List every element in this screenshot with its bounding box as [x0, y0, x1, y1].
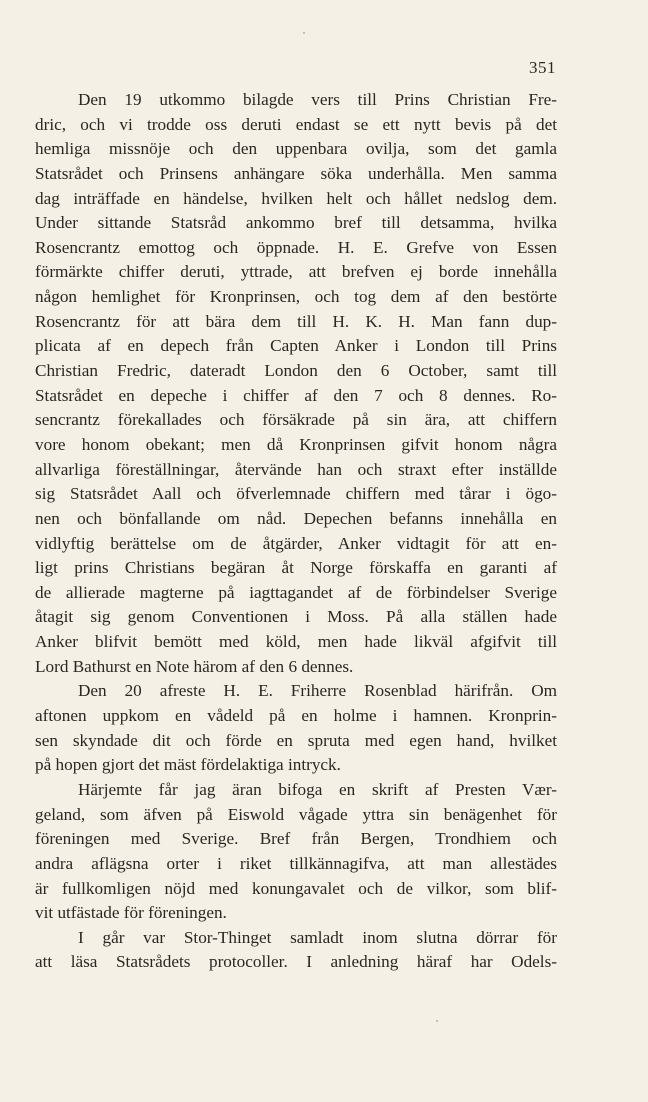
- text-line: plicata af en depech från Capten Anker i London till Prins: [35, 336, 557, 356]
- text-line: Lord Bathurst en Note härom af den 6 dennes.: [35, 656, 354, 676]
- text-line: Statsrådet en depeche i chiffer af den 7 och 8 dennes. Ro-: [35, 385, 557, 405]
- text-line: hemliga missnöje och den uppenbara ovilja, som det gamla: [35, 139, 557, 159]
- text-line: Under sittande Statsråd ankommo bref till detsamma, hvilka: [35, 213, 557, 233]
- text-line: någon hemlighet för Kronprinsen, och tog dem af den bestörte: [35, 287, 557, 307]
- text-line: sig Statsrådet Aall och öfverlemnade chiffern med tårar i ögo-: [35, 484, 557, 504]
- text-line: Christian Fredric, dateradt London den 6 October, samt till: [35, 361, 557, 381]
- text-line: nen och bönfallande om nåd. Depechen befanns innehålla en: [35, 508, 557, 528]
- text-line: vore honom obekant; men då Kronprinsen gifvit honom några: [35, 434, 557, 454]
- text-line: föreningen med Sverige. Bref från Bergen, Trondhiem och: [35, 829, 557, 849]
- text-line: förmärkte chiffer deruti, yttrade, att brefven ej borde innehålla: [35, 262, 557, 282]
- text-line: åtagit sig genom Conventionen i Moss. På alla ställen hade: [35, 607, 557, 627]
- text-line: de allierade magterne på iagttagandet af de förbindelser Sverige: [35, 582, 557, 602]
- text-line: geland, som äfven på Eiswold vågade yttra sin benägenhet för: [35, 804, 557, 824]
- text-line: vidlyftig berättelse om de åtgärder, Anker vidtagit för att en-: [35, 533, 557, 553]
- text-line: sen skyndade dit och förde en spruta med egen hand, hvilket: [35, 730, 557, 750]
- text-line: aftonen uppkom en vådeld på en holme i hamnen. Kronprin-: [35, 706, 557, 726]
- text-line: Den 19 utkommo bilagde vers till Prins Christian Fre-: [78, 90, 557, 109]
- text-line: ligt prins Christians begäran åt Norge förskaffa en garanti af: [35, 558, 557, 578]
- text-line: Statsrådet och Prinsens anhängare söka underhålla. Men samma: [35, 163, 557, 183]
- page-number: 351: [529, 58, 556, 77]
- text-line: vit utfästade för föreningen.: [35, 903, 227, 923]
- text-line: Den 20 afreste H. E. Friherre Rosenblad härifrån. Om: [78, 681, 557, 701]
- paper-speck: [436, 1020, 438, 1022]
- text-line: I går var Stor-Thinget samladt inom slutna dörrar för: [78, 927, 557, 947]
- text-line: dric, och vi trodde oss deruti endast se ett nytt bevis på det: [35, 114, 557, 134]
- text-line: allvarliga föreställningar, återvände han och straxt efter inställde: [35, 459, 557, 479]
- text-line: Härjemte får jag äran bifoga en skrift af Presten Vær-: [78, 779, 557, 799]
- text-line: andra aflägsna orter i riket tillkännagifva, att man allestädes: [35, 853, 557, 873]
- text-line: Anker blifvit bemött med köld, men hade likväl afgifvit till: [35, 632, 557, 652]
- text-line: att läsa Statsrådets protocoller. I anledning häraf har Odels-: [35, 952, 557, 972]
- text-line: Rosencrantz för att bära dem till H. K. H. Man fann dup-: [35, 311, 557, 331]
- text-line: dag inträffade en händelse, hvilken helt och hållet nedslog dem.: [35, 188, 557, 208]
- text-line: sencrantz förekallades och försäkrade på sin ära, att chiffern: [35, 410, 557, 430]
- text-line: på hopen gjort det mäst fördelaktiga intryck.: [35, 755, 341, 775]
- body-text: [35, 88, 557, 975]
- text-line: är fullkomligen nöjd med konungavalet och de vilkor, som blif-: [35, 878, 557, 898]
- text-line: Rosencrantz emottog och öppnade. H. E. Grefve von Essen: [35, 237, 557, 257]
- paper-speck: [303, 32, 305, 34]
